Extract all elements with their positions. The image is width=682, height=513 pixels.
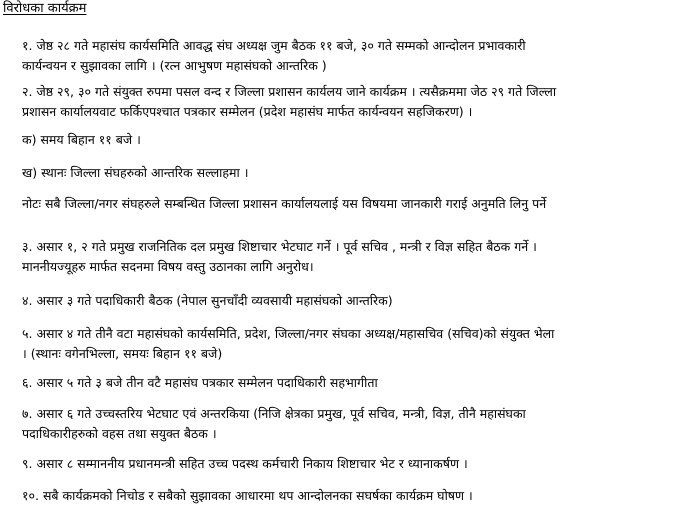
list-item	[22, 130, 677, 150]
list-item-line: ख) स्थानः जिल्ला संघहरुको आन्तरिक सल्लाहमा ।	[22, 165, 249, 180]
note-line: नोटः सबै जिल्ला/नगर संघहरुले सम्बन्धित जिल्ला प्रशासन कार्यालयलाई यस विषयमा जानकारी गराई अनुमति लिनु पर्ने	[22, 196, 547, 211]
list-item	[22, 373, 677, 393]
list-item	[22, 36, 677, 76]
list-item-line: । (स्थानः वगेनभिल्ला, समयः बिहान ११ बजे)	[22, 346, 223, 361]
list-item-line: क) समय बिहान ११ बजे ।	[22, 132, 141, 147]
list-item-line: माननीयज्यूहरु मार्फत सदनमा विषय वस्तु उठानका लागि अनुरोध।	[22, 259, 314, 274]
list-item	[22, 324, 677, 364]
list-item-line: ९. असार ८ सम्माननीय प्रधानमन्त्री सहित उच्च पदस्थ कर्मचारी निकाय शिष्टाचार भेट र ध्यानाकर्षण ।	[22, 456, 468, 471]
list-item	[22, 486, 677, 506]
list-item-line: ३. असार १, २ गते प्रमुख राजनितिक दल प्रमुख शिष्टाचार भेटघाट गर्ने । पूर्व सचिव , मन्त्री र विज्ञ सहित बैठक गर्ने ।	[22, 239, 537, 254]
document-title: विरोधका कार्यक्रम	[3, 1, 87, 16]
list-item	[22, 291, 677, 311]
list-item-line: प्रशासन कार्यालयवाट फर्किएपश्चात पत्रकार सम्मेलन (प्रदेश महासंघ मार्फत कार्यन्वयन सहजिकरण) ।	[22, 104, 473, 119]
list-item-line: ७. असार ६ गते उच्चस्तरिय भेटघाट एवं अन्तरकिया (निजि क्षेत्रका प्रमुख, पूर्व सचिव, मन्त्री, विज्ञ, तीनै महासंघका	[22, 406, 526, 421]
list-item	[22, 454, 677, 474]
list-item	[22, 237, 677, 277]
note	[22, 194, 677, 214]
list-item	[22, 82, 677, 122]
list-item	[22, 163, 677, 183]
list-item-line: १०. सबै कार्यक्रमको निचोड र सबैको सुझावका आधारमा थप आन्दोलनका सघर्षका कार्यक्रम घोषण ।	[22, 488, 473, 503]
list-item	[22, 404, 677, 444]
list-item-line: ४. असार ३ गते पदाधिकारी बैठक (नेपाल सुनचाँदी व्यवसायी महासंघको आन्तरिक)	[22, 293, 393, 308]
list-item-line: पदाधिकारीहरुको वहस तथा सयुक्त बैठक ।	[22, 426, 217, 441]
list-item-line: कार्यन्वयन र सुझावका लागि । (रत्न आभुषण महासंघको आन्तरिक )	[22, 58, 327, 73]
list-item-line: २. जेष्ठ २९, ३० गते संयुक्त रुपमा पसल वन्द र जिल्ला प्रशासन कार्यलय जाने कार्यक्रम । त्यसैक्रममा जेठ २९ गते जिल्ला	[22, 84, 557, 99]
list-item-line: ५. असार ४ गते तीनै वटा महासंघको कार्यसमिति, प्रदेश, जिल्ला/नगर संघका अध्यक्ष/महासचिव (सचिव)को संयुक्त भेला	[22, 326, 555, 341]
list-item-line: ६. असार ५ गते ३ बजे तीन वटै महासंघ पत्रकार सम्मेलन पदाधिकारी सहभागीता	[22, 375, 378, 390]
list-item-line: १. जेष्ठ २८ गते महासंघ कार्यसमिति आवद्ध संघ अध्यक्ष जुम बैठक ११ बजे, ३० गते सम्मको आन्दोलन प्रभावकारी	[22, 38, 526, 53]
